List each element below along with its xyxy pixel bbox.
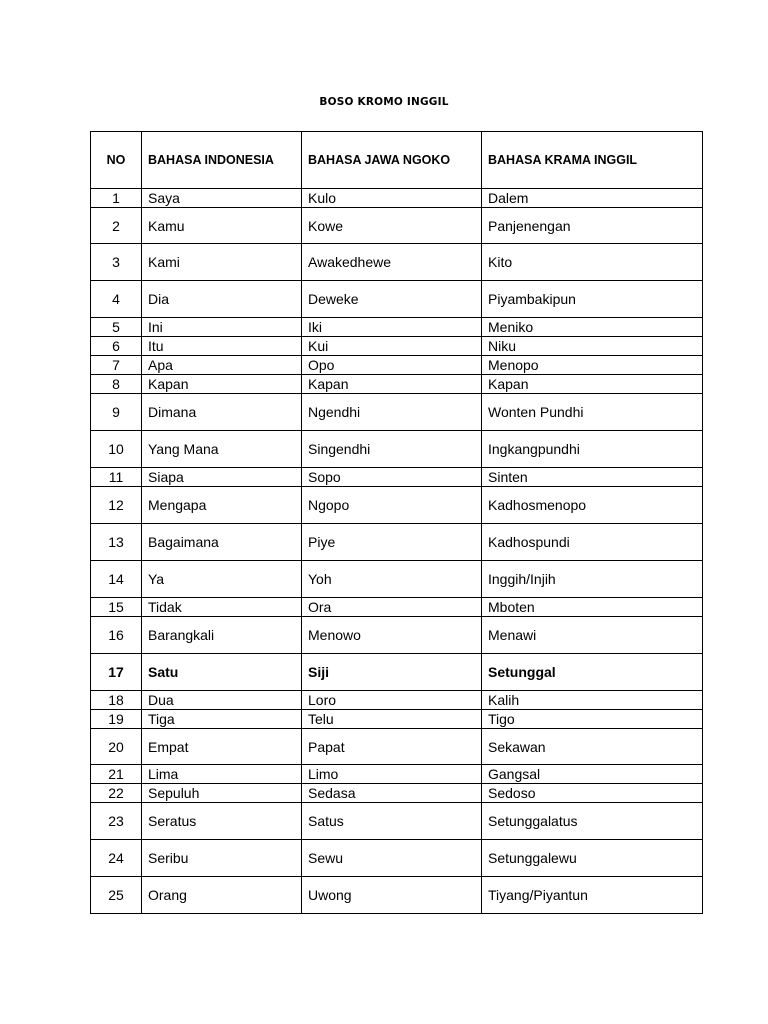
ngoko-word: Sedasa	[302, 784, 482, 803]
krama-word: Piyambakipun	[482, 281, 703, 318]
row-number: 19	[91, 710, 142, 729]
krama-word: Gangsal	[482, 765, 703, 784]
ngoko-word: Uwong	[302, 877, 482, 914]
krama-word: Tiyang/Piyantun	[482, 877, 703, 914]
ngoko-word: Piye	[302, 524, 482, 561]
ngoko-word: Telu	[302, 710, 482, 729]
ngoko-word: Iki	[302, 318, 482, 337]
ngoko-word: Loro	[302, 691, 482, 710]
indonesia-word: Ya	[142, 561, 302, 598]
indonesia-word: Tidak	[142, 598, 302, 617]
row-number: 21	[91, 765, 142, 784]
table-row	[91, 244, 703, 281]
krama-word: Setunggalewu	[482, 840, 703, 877]
row-number: 15	[91, 598, 142, 617]
table-row	[91, 524, 703, 561]
indonesia-word: Mengapa	[142, 487, 302, 524]
row-number: 14	[91, 561, 142, 598]
row-number: 8	[91, 375, 142, 394]
table-row	[91, 431, 703, 468]
ngoko-word: Ngendhi	[302, 394, 482, 431]
header-bahasa-jawa-ngoko: BAHASA JAWA NGOKO	[302, 132, 482, 189]
krama-word: Sekawan	[482, 729, 703, 765]
indonesia-word: Seratus	[142, 803, 302, 840]
table-row	[91, 598, 703, 617]
row-number: 24	[91, 840, 142, 877]
ngoko-word: Ora	[302, 598, 482, 617]
krama-word: Kapan	[482, 375, 703, 394]
krama-word: Wonten Pundhi	[482, 394, 703, 431]
header-bahasa-krama-inggil: BAHASA KRAMA INGGIL	[482, 132, 703, 189]
indonesia-word: Saya	[142, 189, 302, 208]
ngoko-word: Sewu	[302, 840, 482, 877]
row-number: 17	[91, 654, 142, 691]
document-title: BOSO KROMO INGGIL	[319, 96, 449, 108]
indonesia-word: Kapan	[142, 375, 302, 394]
ngoko-word: Kulo	[302, 189, 482, 208]
ngoko-word: Singendhi	[302, 431, 482, 468]
header-bahasa-indonesia: BAHASA INDONESIA	[142, 132, 302, 189]
indonesia-word: Dia	[142, 281, 302, 318]
indonesia-word: Tiga	[142, 710, 302, 729]
table-row	[91, 877, 703, 914]
krama-word: Inggih/Injih	[482, 561, 703, 598]
indonesia-word: Kami	[142, 244, 302, 281]
ngoko-word: Papat	[302, 729, 482, 765]
krama-word: Panjenengan	[482, 208, 703, 244]
row-number: 23	[91, 803, 142, 840]
row-number: 25	[91, 877, 142, 914]
row-number: 13	[91, 524, 142, 561]
indonesia-word: Seribu	[142, 840, 302, 877]
row-number: 3	[91, 244, 142, 281]
row-number: 22	[91, 784, 142, 803]
row-number: 16	[91, 617, 142, 654]
table-row	[91, 803, 703, 840]
table-row	[91, 281, 703, 318]
krama-word: Meniko	[482, 318, 703, 337]
header-no: NO	[91, 132, 142, 189]
ngoko-word: Ngopo	[302, 487, 482, 524]
krama-word: Ingkangpundhi	[482, 431, 703, 468]
krama-word: Kalih	[482, 691, 703, 710]
indonesia-word: Empat	[142, 729, 302, 765]
row-number: 1	[91, 189, 142, 208]
indonesia-word: Barangkali	[142, 617, 302, 654]
ngoko-word: Kapan	[302, 375, 482, 394]
table-row	[91, 691, 703, 710]
krama-word: Sinten	[482, 468, 703, 487]
row-number: 12	[91, 487, 142, 524]
row-number: 11	[91, 468, 142, 487]
table-row	[91, 765, 703, 784]
table-row	[91, 729, 703, 765]
row-number: 18	[91, 691, 142, 710]
ngoko-word: Opo	[302, 356, 482, 375]
table-row	[91, 337, 703, 356]
ngoko-word: Kui	[302, 337, 482, 356]
ngoko-word: Awakedhewe	[302, 244, 482, 281]
row-number: 4	[91, 281, 142, 318]
indonesia-word: Kamu	[142, 208, 302, 244]
indonesia-word: Siapa	[142, 468, 302, 487]
table-row	[91, 710, 703, 729]
ngoko-word: Kowe	[302, 208, 482, 244]
row-number: 9	[91, 394, 142, 431]
indonesia-word: Orang	[142, 877, 302, 914]
table-row	[91, 394, 703, 431]
table-header-row	[91, 132, 703, 189]
ngoko-word: Yoh	[302, 561, 482, 598]
ngoko-word: Limo	[302, 765, 482, 784]
krama-word: Setunggal	[482, 654, 703, 691]
krama-word: Sedoso	[482, 784, 703, 803]
table-row	[91, 375, 703, 394]
krama-word: Mboten	[482, 598, 703, 617]
ngoko-word: Sopo	[302, 468, 482, 487]
krama-word: Menopo	[482, 356, 703, 375]
table-row	[91, 189, 703, 208]
indonesia-word: Yang Mana	[142, 431, 302, 468]
table-row	[91, 784, 703, 803]
indonesia-word: Satu	[142, 654, 302, 691]
krama-word: Niku	[482, 337, 703, 356]
table-row	[91, 468, 703, 487]
indonesia-word: Apa	[142, 356, 302, 375]
row-number: 2	[91, 208, 142, 244]
krama-word: Menawi	[482, 617, 703, 654]
table-row	[91, 561, 703, 598]
krama-word: Setunggalatus	[482, 803, 703, 840]
krama-word: Dalem	[482, 189, 703, 208]
table-row	[91, 356, 703, 375]
table-row	[91, 654, 703, 691]
ngoko-word: Satus	[302, 803, 482, 840]
table-row	[91, 208, 703, 244]
ngoko-word: Menowo	[302, 617, 482, 654]
krama-word: Kadhospundi	[482, 524, 703, 561]
table-row	[91, 487, 703, 524]
vocabulary-table	[90, 131, 703, 914]
indonesia-word: Dimana	[142, 394, 302, 431]
table-row	[91, 617, 703, 654]
ngoko-word: Deweke	[302, 281, 482, 318]
row-number: 5	[91, 318, 142, 337]
indonesia-word: Bagaimana	[142, 524, 302, 561]
table-row	[91, 318, 703, 337]
row-number: 6	[91, 337, 142, 356]
indonesia-word: Sepuluh	[142, 784, 302, 803]
row-number: 20	[91, 729, 142, 765]
table-row	[91, 840, 703, 877]
krama-word: Kito	[482, 244, 703, 281]
indonesia-word: Lima	[142, 765, 302, 784]
indonesia-word: Dua	[142, 691, 302, 710]
indonesia-word: Itu	[142, 337, 302, 356]
krama-word: Tigo	[482, 710, 703, 729]
row-number: 7	[91, 356, 142, 375]
krama-word: Kadhosmenopo	[482, 487, 703, 524]
row-number: 10	[91, 431, 142, 468]
ngoko-word: Siji	[302, 654, 482, 691]
indonesia-word: Ini	[142, 318, 302, 337]
